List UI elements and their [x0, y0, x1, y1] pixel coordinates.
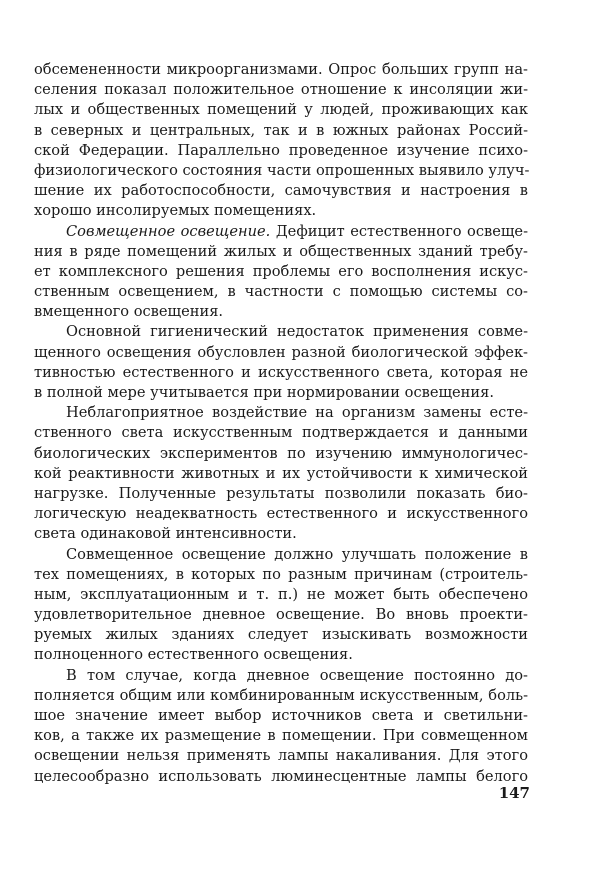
text-line: в полной мере учитывается при нормировании освещения. — [34, 384, 494, 401]
paragraph — [34, 222, 528, 323]
text-line: ственного света искусственным подтверждается и данными — [34, 424, 528, 442]
text-line: ния в ряде помещений жилых и общественных зданий требу- — [34, 242, 528, 260]
text-line: ственным освещением, в частности с помощью системы со- — [34, 283, 528, 301]
paragraph — [34, 322, 528, 403]
text-line: тех помещениях, в которых по разным причинам (строитель- — [34, 565, 528, 583]
text-line: обсемененности микроорганизмами. Опрос больших групп на- — [34, 61, 528, 78]
text-line: полняется общим или комбинированным искусственным, боль- — [34, 686, 528, 704]
text-line: лых и общественных помещений у людей, проживающих как — [34, 101, 528, 119]
text-line: хорошо инсолируемых помещениях. — [34, 202, 317, 220]
text-line: Основной гигиенический недостаток применения совме- — [66, 323, 528, 341]
text-line: логическую неадекватность естественного и искусственного — [34, 505, 528, 523]
text-line: целесообразно использовать люминесцентные лампы белого — [34, 767, 528, 785]
text-line: нагрузке. Полученные результаты позволили показать био- — [34, 484, 528, 502]
page-number: 147 — [498, 784, 530, 802]
text-line: Неблагоприятное воздействие на организм замены есте- — [66, 404, 528, 422]
text-line: шое значение имеет выбор источников света и светильни- — [34, 707, 528, 724]
text-line: кой реактивности животных и их устойчивости к химической — [34, 464, 528, 482]
text-line: света одинаковой интенсивности. — [34, 525, 297, 543]
paragraph — [34, 666, 528, 787]
text-line: биологических экспериментов по изучению иммунологичес- — [34, 444, 528, 462]
text-line: В том случае, когда дневное освещение постоянно до- — [66, 666, 528, 684]
text-line: шение их работоспособности, самочувствия и настроения в — [34, 182, 528, 200]
text-line: вмещенного освещения. — [34, 303, 224, 321]
text-line: Совмещенное освещение должно улучшать положение в — [66, 545, 528, 563]
text-line: ков, а также их размещение в помещении. При совмещенном — [34, 727, 528, 745]
text-line: физиологического состояния части опрошенных выявило улуч- — [34, 161, 530, 179]
text-line: ет комплексного решения проблемы его восполнения искус- — [34, 262, 528, 280]
section-heading: Совмещенное освещение. — [66, 222, 271, 240]
text-line: ской Федерации. Параллельно проведенное изучение психо- — [34, 141, 528, 159]
paragraph — [34, 60, 528, 222]
text-line: щенного освещения обусловлен разной биологической эффек- — [34, 343, 528, 361]
text-line: тивностью естественного и искусственного света, которая не — [34, 363, 528, 381]
paragraph — [34, 545, 528, 666]
text-line: селения показал положительное отношение к инсоляции жи- — [34, 81, 528, 99]
text-line: руемых жилых зданиях следует изыскивать возможности — [34, 626, 528, 644]
text-line: освещении нельзя применять лампы накаливания. Для этого — [34, 747, 528, 765]
text-line: полноценного естественного освещения. — [34, 646, 353, 664]
text-line-rest: Дефицит естественного освеще- — [270, 222, 528, 240]
text-line: удовлетворительное дневное освещение. Во вновь проекти- — [34, 606, 528, 624]
text-line: в северных и центральных, так и в южных районах Россий- — [34, 121, 528, 139]
page-text — [34, 60, 528, 787]
text-line — [34, 222, 528, 242]
text-line: ным, эксплуатационным и т. п.) не может быть обеспечено — [34, 585, 528, 603]
paragraph — [34, 403, 528, 544]
